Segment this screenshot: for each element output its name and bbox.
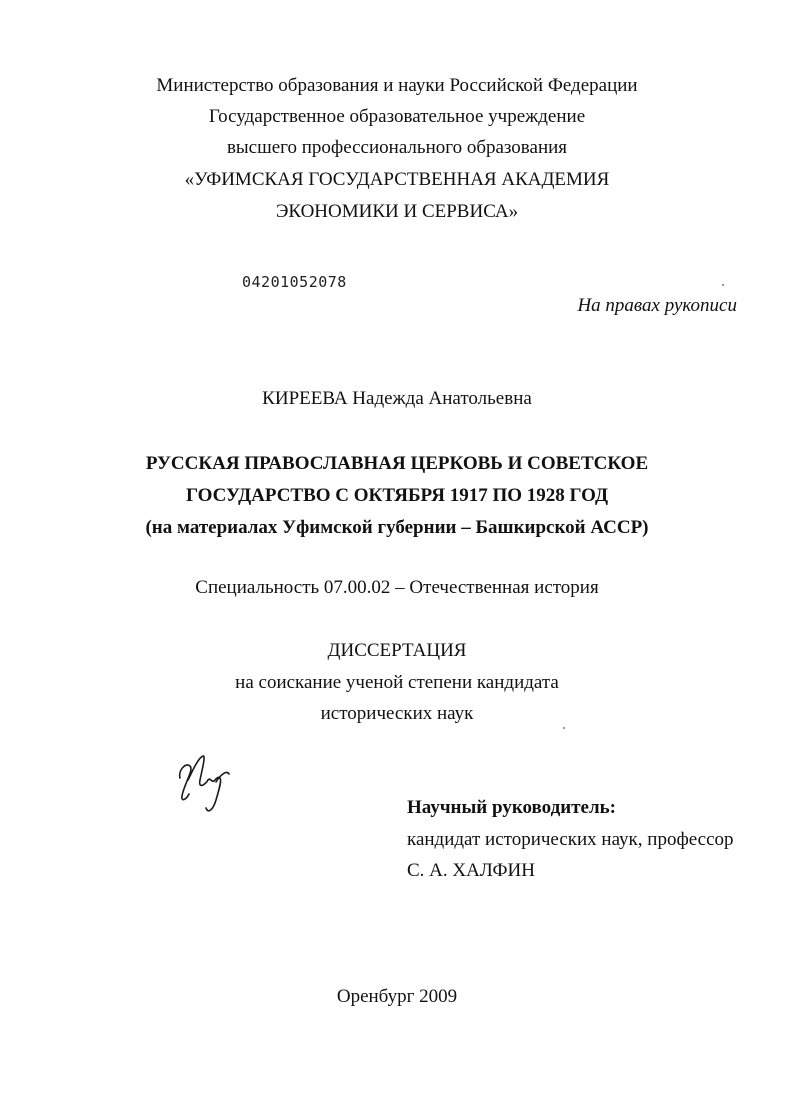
scan-speck	[563, 727, 565, 729]
supervisor-position: кандидат исторических наук, профессор	[407, 829, 734, 850]
specialty-line: Специальность 07.00.02 – Отечественная история	[195, 577, 599, 598]
title-line3: (на материалах Уфимской губернии – Башкирской АССР)	[145, 517, 649, 538]
author-name: КИРЕЕВА Надежда Анатольевна	[262, 388, 532, 409]
academy-name-line1: «УФИМСКАЯ ГОСУДАРСТВЕННАЯ АКАДЕМИЯ	[184, 169, 610, 190]
title-line1: РУССКАЯ ПРАВОСЛАВНАЯ ЦЕРКОВЬ И СОВЕТСКОЕ	[145, 453, 649, 474]
degree-line1: на соискание ученой степени кандидата	[235, 672, 559, 693]
catalog-number: 04201052078	[242, 273, 347, 291]
title-line2: ГОСУДАРСТВО С ОКТЯБРЯ 1917 ПО 1928 ГОД	[185, 485, 609, 506]
scan-speck	[722, 284, 724, 286]
degree-line2: исторических наук	[320, 703, 474, 724]
education-level-line: высшего профессионального образования	[226, 137, 568, 158]
academy-name-line2: ЭКОНОМИКИ И СЕРВИСА»	[275, 201, 519, 222]
handwritten-signature	[172, 750, 234, 820]
supervisor-name: С. А. ХАЛФИН	[407, 860, 535, 881]
supervisor-heading: Научный руководитель:	[407, 797, 616, 818]
city-year: Оренбург 2009	[336, 986, 458, 1007]
ministry-line: Министерство образования и науки Российской Федерации	[156, 75, 638, 96]
dissertation-label: ДИССЕРТАЦИЯ	[327, 640, 467, 661]
institution-type-line: Государственное образовательное учреждение	[208, 106, 586, 127]
manuscript-note: На правах рукописи	[577, 295, 737, 316]
